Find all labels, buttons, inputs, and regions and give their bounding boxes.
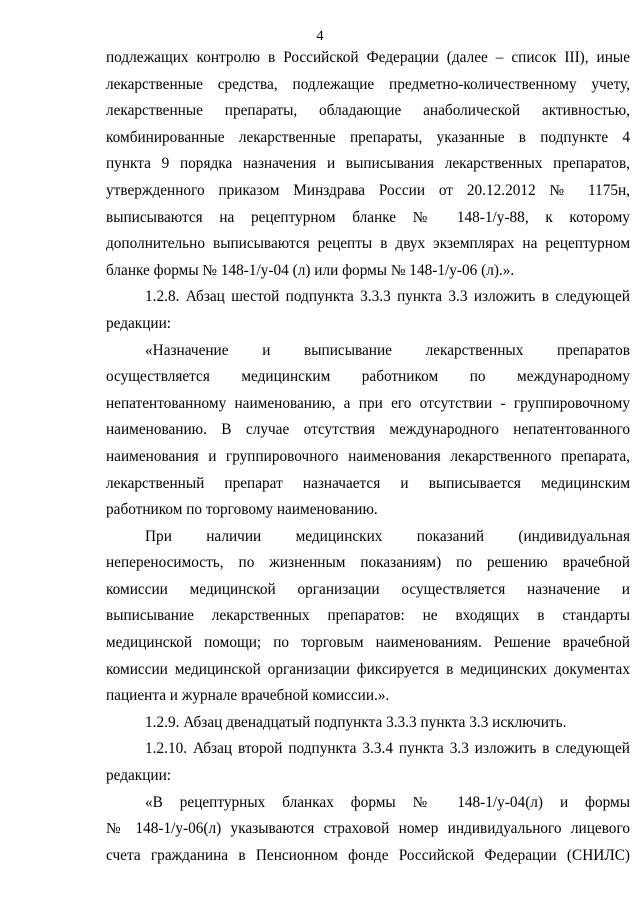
text-line: комиссии медицинской организации осуществляется назначение и	[106, 580, 630, 598]
text-line: лекарственные средства, подлежащие предметно-количественному учету,	[106, 75, 630, 93]
text-line: 1.2.10. Абзац второй подпункта 3.3.4 пункта 3.3 изложить в следующей	[145, 740, 630, 758]
text-line: утвержденного приказом Минздрава России от 20.12.2012 № 1175н,	[106, 181, 630, 199]
text-line: непереносимость, по жизненным показаниям) по решению врачебной	[106, 554, 630, 572]
text-line: непатентованному наименованию, а при его отсутствии - группировочному	[106, 394, 630, 412]
text-line: лекарственные препараты, обладающие анаболической активностью,	[106, 102, 630, 120]
page-number: 4	[316, 28, 324, 44]
text-line: счета гражданина в Пенсионном фонде Российской Федерации (СНИЛС)	[106, 846, 630, 864]
text-line: редакции:	[106, 767, 172, 785]
text-line: «В рецептурных бланках формы № 148-1/у-04(л) и формы	[145, 793, 630, 811]
text-line: наименованию. В случае отсутствия международного непатентованного	[106, 421, 630, 439]
text-line: дополнительно выписываются рецепты в двух экземплярах на рецептурном	[106, 235, 630, 253]
text-line: 1.2.8. Абзац шестой подпункта 3.3.3 пункта 3.3 изложить в следующей	[145, 288, 630, 306]
text-line: При наличии медицинских показаний (индивидуальная	[145, 527, 630, 545]
text-line: выписывание лекарственных препаратов: не входящих в стандарты	[106, 607, 630, 625]
text-line: комбинированные лекарственные препараты, указанные в подпункте 4	[106, 128, 630, 146]
text-line: «Назначение и выписывание лекарственных препаратов	[145, 341, 630, 359]
text-line: бланке формы № 148-1/у-04 (л) или формы № 148-1/у-06 (л).».	[106, 261, 515, 279]
document-body	[106, 45, 630, 869]
text-line: выписываются на рецептурном бланке № 148-1/у-88, к которому	[106, 208, 630, 226]
text-line: медицинской помощи; по торговым наименованиям. Решение врачебной	[106, 634, 630, 652]
text-line: наименования и группировочного наименования лекарственного препарата,	[106, 447, 630, 465]
text-line: пункта 9 порядка назначения и выписывания лекарственных препаратов,	[106, 155, 630, 173]
text-line: работником по торговому наименованию.	[106, 501, 378, 519]
text-line: пациента и журнале врачебной комиссии.».	[106, 687, 390, 705]
text-line: № 148-1/у-06(л) указываются страховой номер индивидуального лицевого	[106, 820, 630, 838]
text-line: лекарственный препарат назначается и выписывается медицинским	[106, 474, 630, 492]
text-line: подлежащих контролю в Российской Федерации (далее – список III), иные	[106, 49, 630, 66]
text-line: редакции:	[106, 314, 172, 332]
text-line: осуществляется медицинским работником по международному	[106, 368, 630, 386]
text-line: 1.2.9. Абзац двенадцатый подпункта 3.3.3 пункта 3.3 исключить.	[145, 713, 567, 731]
text-line: комиссии медицинской организации фиксируется в медицинских документах	[106, 660, 630, 678]
